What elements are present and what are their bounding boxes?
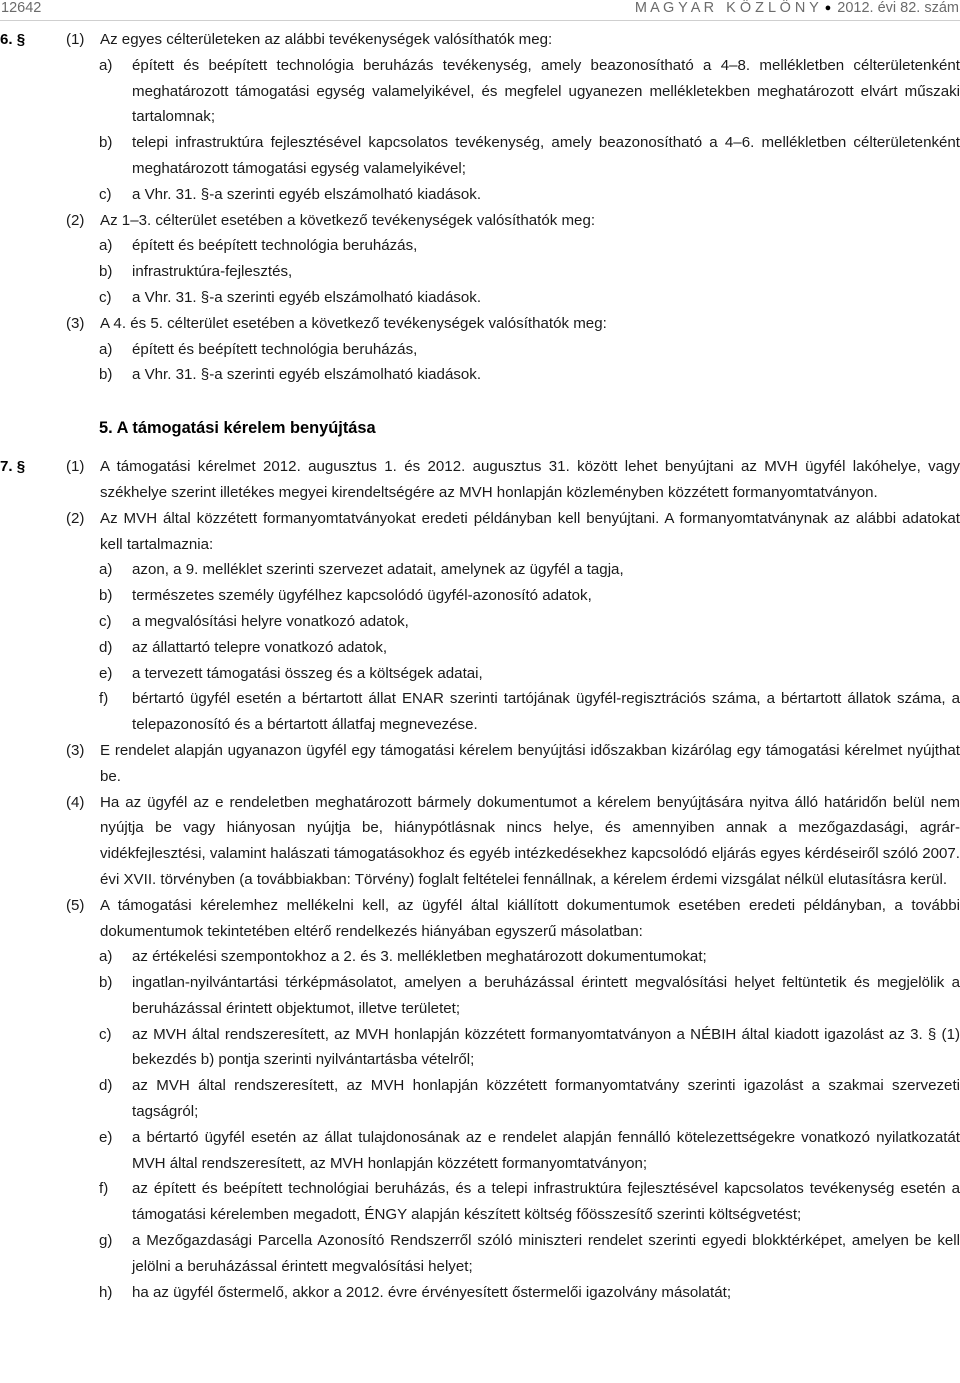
item-letter: b) — [99, 974, 113, 992]
page-number: 12642 — [1, 0, 42, 16]
item-text: a Vhr. 31. §-a szerinti egyéb elszámolható kiadások. — [132, 366, 482, 384]
list-item — [99, 583, 960, 609]
item-letter: c) — [99, 185, 112, 203]
item-text: telepi infrastruktúra fejlesztésével kapcsolatos tevékenység, amely beazonosítható a 4–6. mellékletben célterületenként meghatározott támogatási egység valamelyikével; — [132, 134, 960, 177]
item-text: a Vhr. 31. §-a szerinti egyéb elszámolható kiadások. — [132, 185, 482, 203]
list-item — [99, 130, 960, 182]
paragraph-text: Az egyes célterületeken az alábbi tevékenységek valósíthatók meg: — [100, 31, 553, 48]
list-item — [99, 362, 960, 388]
item-text: az épített és beépített technológiai beruházás, és a telepi infrastruktúra fejlesztésével kapcsolatos tevékenység esetén a támogatási kérelemben megadott, ÉNGY alapján készített költség főösszesítő szerinti költségvetést; — [132, 1180, 960, 1224]
item-letter: c) — [99, 612, 112, 630]
list-item — [99, 1073, 960, 1125]
paragraph-number: (3) — [66, 314, 85, 332]
list-item — [99, 285, 960, 311]
paragraph — [66, 893, 960, 945]
list-item — [99, 557, 960, 583]
paragraph-text: A támogatási kérelmet 2012. augusztus 1. és 2012. augusztus 31. között lehet benyújtani az MVH ügyfél lakóhelye, vagy székhelye szerint illetékes megyei kirendeltségére az MVH honlapján közleményben közzétett formanyomtatványon. — [100, 458, 960, 501]
article — [0, 27, 960, 388]
list-item — [99, 609, 960, 635]
list-item — [99, 1280, 960, 1306]
item-text: az MVH által rendszeresített, az MVH honlapján közzétett formanyomtatványon a NÉBIH által kiadott igazolást az 3. § (1) bekezdés b) pontja szerinti nyilvántartásba vételről; — [132, 1025, 960, 1069]
paragraph — [66, 738, 960, 790]
paragraph-number: (5) — [66, 896, 85, 914]
list-item — [99, 686, 960, 738]
item-letter: a) — [99, 56, 113, 74]
publication-info — [635, 0, 960, 16]
item-text: a Vhr. 31. §-a szerinti egyéb elszámolható kiadások. — [132, 288, 482, 306]
item-text: bértartó ügyfél esetén a bértartott állat ENAR szerinti tartójának ügyfél-regisztrációs száma, a bértartott állatok száma, a telepazonosító és a bértartott állatfaj megnevezése. — [132, 690, 960, 734]
header-divider — [0, 20, 960, 21]
section-heading: 5. A támogatási kérelem benyújtása — [99, 419, 376, 438]
item-text: épített és beépített technológia beruházás, — [132, 340, 418, 358]
publication-title: M A G Y A R K Ö Z L Ö N Y — [634, 0, 819, 16]
item-text: az állattartó telepre vonatkozó adatok, — [132, 638, 388, 656]
paragraph — [66, 311, 960, 337]
item-letter: g) — [99, 1232, 113, 1250]
list-item — [99, 1176, 960, 1228]
paragraph-text: A támogatási kérelemhez mellékelni kell, az ügyfél által kiállított dokumentumok esetében eredeti példányban, a további dokumentumok tekintetében eltérő rendelkezés hiányában egyszerű másolatban: — [100, 896, 960, 940]
item-letter: f) — [99, 1180, 109, 1198]
paragraph-number: (3) — [66, 741, 85, 759]
item-letter: b) — [99, 587, 113, 605]
paragraph — [66, 454, 960, 506]
item-text: a bértartó ügyfél esetén az állat tulajdonosának az e rendelet alapján fennálló kötelezettségekre vonatkozó nyilatkozatát MVH által rendszeresített, az MVH honlapján közzétett formanyomtatványon; — [132, 1128, 960, 1172]
item-letter: a) — [99, 237, 113, 255]
item-letter: e) — [99, 1128, 113, 1146]
list-item — [99, 1228, 960, 1280]
list-item — [99, 259, 960, 285]
item-letter: b) — [99, 366, 113, 384]
article — [0, 454, 960, 1305]
article-number: 7. § — [0, 458, 26, 476]
item-text: infrastruktúra-fejlesztés, — [132, 263, 293, 281]
item-letter: e) — [99, 664, 113, 682]
item-text: természetes személy ügyfélhez kapcsolódó ügyfél-azonosító adatok, — [132, 587, 592, 605]
item-text: ha az ügyfél őstermelő, akkor a 2012. évre érvényesített őstermelői igazolvány másolatát; — [132, 1283, 732, 1301]
item-text: épített és beépített technológia beruházás tevékenység, amely beazonosítható a 4–8. mellékletben célterületenként meghatározott támogatási egység valamelyikével, és megfelel ugyanezen mellékletekben meghatározott elvárt műszaki tartalomnak; — [132, 56, 960, 126]
list-item — [99, 944, 960, 970]
paragraph-number: (4) — [66, 793, 85, 811]
document-body — [0, 27, 960, 1305]
item-letter: b) — [99, 263, 113, 281]
item-letter: c) — [99, 1025, 112, 1043]
item-letter: d) — [99, 638, 113, 656]
paragraph-text: Az MVH által közzétett formanyomtatványokat eredeti példányban kell benyújtani. A formanyomtatványnak az alábbi adatokat kell tartalmaznia: — [100, 509, 960, 553]
list-item — [99, 233, 960, 259]
item-text: az értékelési szempontokhoz a 2. és 3. mellékletben meghatározott dokumentumokat; — [132, 948, 707, 966]
list-item — [99, 970, 960, 1022]
list-item — [99, 1125, 960, 1177]
item-text: épített és beépített technológia beruházás, — [132, 237, 418, 255]
paragraph-text: A 4. és 5. célterület esetében a következő tevékenységek valósíthatók meg: — [100, 314, 607, 332]
list-item — [99, 53, 960, 130]
item-text: a Mezőgazdasági Parcella Azonosító Rendszerről szóló miniszteri rendelet szerinti egyedi blokktérképet, amelyen be kell jelölni a beruházással érintett megvalósítási helyet; — [132, 1232, 960, 1275]
item-letter: c) — [99, 288, 112, 306]
paragraph-number: (2) — [66, 211, 85, 229]
paragraph-text: E rendelet alapján ugyanazon ügyfél egy támogatási kérelem benyújtási időszakban kizárólag egy támogatási kérelmet nyújthat be. — [100, 741, 960, 785]
item-letter: b) — [99, 134, 113, 152]
paragraph — [66, 27, 960, 53]
list-item — [99, 1022, 960, 1074]
paragraph-number: (2) — [66, 509, 85, 527]
item-text: azon, a 9. melléklet szerinti szervezet adatait, amelynek az ügyfél a tagja, — [132, 561, 624, 579]
item-text: a megvalósítási helyre vonatkozó adatok, — [132, 612, 409, 630]
paragraph-number: (1) — [66, 458, 85, 476]
paragraph-text: Ha az ügyfél az e rendeletben meghatározott bármely dokumentumot a kérelem benyújtására nyitva álló határidőn belül nem nyújtja be vagy hiányosan nyújtja be, hiánypótlásnak nincs helye, és amennyiben annak a mezőgazdasági, agrár-vidékfejlesztési, valamint halászati támogatásokhoz és egyéb intézkedésekhez kapcsolódó eljárás egyes kérdéseiről szóló 2007. évi XVII. törvényben (a továbbiakban: Törvény) foglalt feltételei fennállnak, a kérelem érdemi vizsgálat nélkül elutasításra kerül. — [100, 793, 960, 888]
item-letter: a) — [99, 340, 113, 358]
list-item — [99, 661, 960, 687]
list-item — [99, 182, 960, 208]
item-text: ingatlan-nyilvántartási térképmásolatot, amelyen a beruházással érintett megvalósítási helyet feltüntetik és megjelölik a beruházással érintett objektumot, illetve területet; — [132, 974, 960, 1017]
item-letter: a) — [99, 561, 113, 579]
item-letter: a) — [99, 948, 113, 966]
issue-number: 2012. évi 82. szám — [837, 0, 959, 16]
paragraph — [66, 208, 960, 234]
bullet-icon: ● — [824, 2, 832, 14]
paragraph-text: Az 1–3. célterület esetében a következő tevékenységek valósíthatók meg: — [100, 211, 596, 229]
list-item — [99, 635, 960, 661]
article-number: 6. § — [0, 31, 26, 48]
paragraph-number: (1) — [66, 31, 85, 48]
paragraph — [66, 790, 960, 893]
item-letter: h) — [99, 1283, 113, 1301]
item-text: a tervezett támogatási összeg és a költségek adatai, — [132, 664, 483, 682]
item-letter: f) — [99, 690, 109, 708]
paragraph — [66, 506, 960, 558]
item-text: az MVH által rendszeresített, az MVH honlapján közzétett formanyomtatvány szerinti igazolást a szakmai szervezeti tagságról; — [132, 1077, 960, 1121]
list-item — [99, 337, 960, 363]
item-letter: d) — [99, 1077, 113, 1095]
